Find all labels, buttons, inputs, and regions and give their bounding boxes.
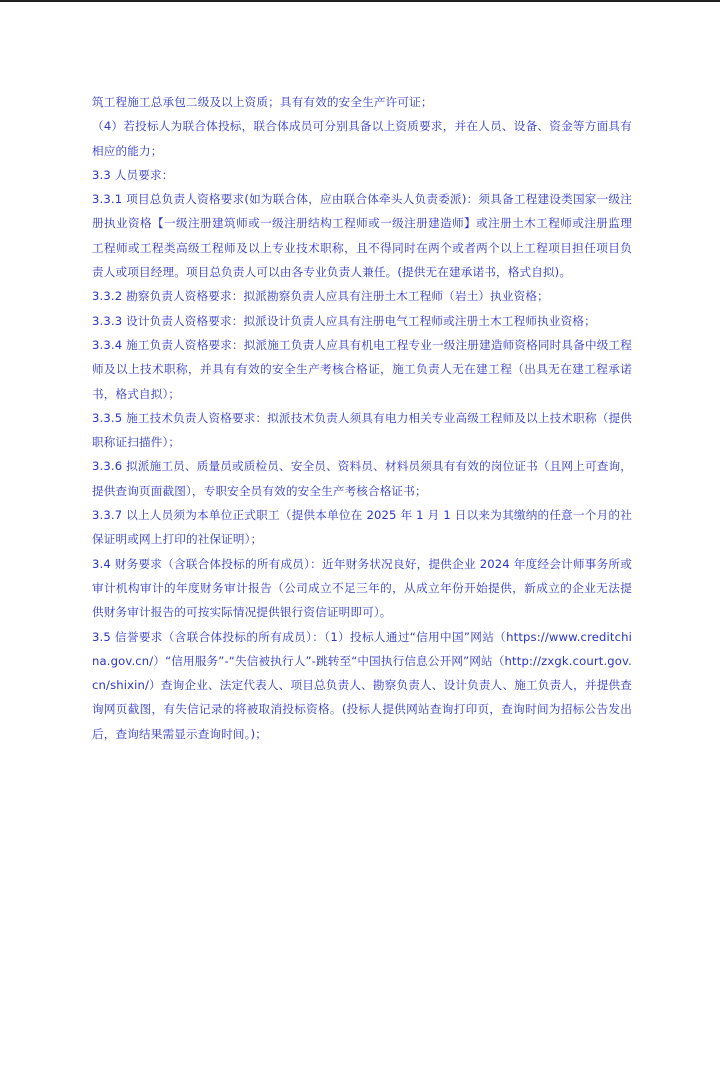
paragraph-site-staff: 3.3.6 拟派施工员、质量员或质检员、安全员、资料员、材料员须具有有效的岗位证书（且网上可查询，提供查询页面截图），专职安全员有效的安全生产考核合格证书；	[92, 459, 632, 498]
document-body	[92, 90, 632, 746]
paragraph-staff-employment: 3.3.7 以上人员须为本单位正式职工（提供本单位在 2025 年 1 月 1 日以来为其缴纳的任意一个月的社保证明或网上打印的社保证明）；	[92, 508, 632, 547]
paragraph-technical-leader: 3.3.5 施工技术负责人资格要求：拟派技术负责人须具有电力相关专业高级工程师及以上技术职称（提供职称证扫描件）；	[92, 410, 632, 450]
paragraph-financial-requirements: 3.4 财务要求（含联合体投标的所有成员）：近年财务状况良好，提供企业 2024 年度经会计师事务所或审计机构审计的年度财务审计报告（公司成立不足三年的，从成立年份开始提供，新成立的企业无法提供财务审计报告的可按实际情况提供银行资信证明即可）。	[92, 556, 632, 620]
paragraph-qualification-continued: 筑工程施工总承包二级及以上资质；具有有效的安全生产许可证；	[92, 95, 433, 109]
paragraph-survey-leader: 3.3.2 勘察负责人资格要求：拟派勘察负责人应具有注册土木工程师（岩土）执业资格；	[92, 289, 549, 304]
paragraph-construction-leader: 3.3.4 施工负责人资格要求：拟派施工负责人应具有机电工程专业一级注册建造师资格同时具备中级工程师及以上技术职称，并具有有效的安全生产考核合格证，施工负责人无在建工程（出具无在建工程承诺书，格式自拟）；	[92, 337, 632, 401]
paragraph-project-leader: 3.3.1 项目总负责人资格要求(如为联合体，应由联合体牵头人负责委派)：须具备工程建设类国家一级注册执业资格【一级注册建筑师或一级注册结构工程师或一级注册建造师】或注册土木工程师或注册监理工程师或工程类高级工程师及以上专业技术职称，且不得同时在两个或者两个以上工程项目担任项目负责人或项目经理。项目总负责人可以由各专业负责人兼任。(提供无在建承诺书，格式自拟)。	[92, 192, 632, 280]
paragraph-credit-requirements: 3.5 信誉要求（含联合体投标的所有成员）：（1）投标人通过“信用中国”网站（https://www.creditchina.gov.cn/）“信用服务”-“失信被执行人”-跳转至“中国执行信息公开网”网站（http://zxgk.court.gov.cn/shixin/）查询企业、法定代表人、项目总负责人、勘察负责人、设计负责人、施工负责人，并提供查询网页截图，有失信记录的将被取消投标资格。(投标人提供网站查询打印页，查询时间为招标公告发出后，查询结果需显示查询时间。)；	[92, 629, 632, 741]
paragraph-consortium: （4）若投标人为联合体投标，联合体成员可分别具备以上资质要求，并在人员、设备、资金等方面具有相应的能力；	[92, 119, 632, 158]
heading-personnel-requirements: 3.3 人员要求：	[92, 167, 174, 182]
top-rule	[0, 0, 720, 2]
paragraph-design-leader: 3.3.3 设计负责人资格要求：拟派设计负责人应具有注册电气工程师或注册土木工程师执业资格；	[92, 313, 596, 328]
